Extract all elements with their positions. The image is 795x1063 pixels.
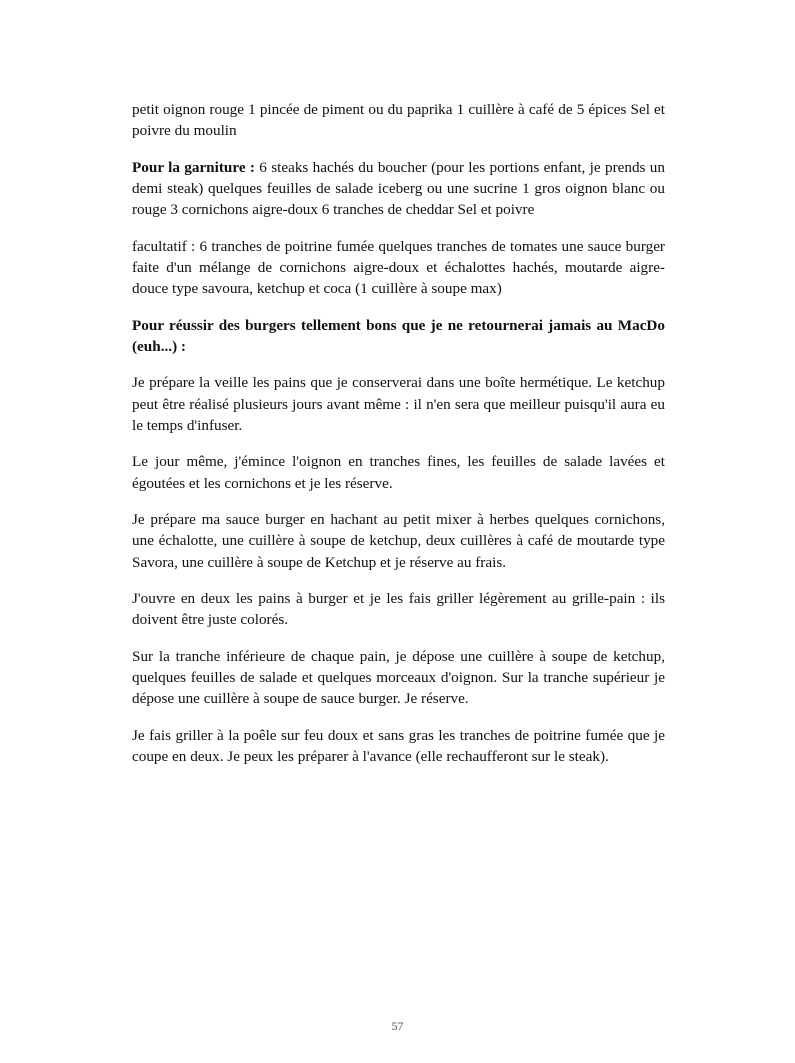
optional-ingredients: facultatif : 6 tranches de poitrine fumée quelques tranches de tomates une sauce burger faite d'un mélange de cornichons aigre-doux et échalottes hachés, moutarde aigre-douce type savoura, ketchup et coca (1 cuillère à soupe max) [132,237,665,298]
garnish-label: Pour la garniture : [132,158,255,176]
page-number: 57 [391,1019,404,1033]
garnish-ingredients [132,157,665,221]
garnish-text: 6 steaks hachés du boucher (pour les portions enfant, je prends un demi steak) quelques feuilles de salade iceberg ou une sucrine 1 gros oignon blanc ou rouge 3 cornichons aigre-doux 6 tranches de cheddar Sel et poivre [132,158,665,219]
ingredients-continued: petit oignon rouge 1 pincée de piment ou du paprika 1 cuillère à café de 5 épices Sel et poivre du moulin [132,101,665,140]
step-bacon: Je fais griller à la poêle sur feu doux et sans gras les tranches de poitrine fumée que je coupe en deux. Je peux les préparer à l'avance (elle rechaufferont sur le steak). [132,726,665,765]
step-burger-sauce: Je prépare ma sauce burger en hachant au petit mixer à herbes quelques cornichons, une échalotte, une cuillère à soupe de ketchup, deux cuillères à café de moutarde type Savora, une cuillère à soupe de Ketchup et je réserve au frais. [132,510,665,571]
step-toast-buns: J'ouvre en deux les pains à burger et je les fais griller légèrement au grille-pain : ils doivent être juste colorés. [132,589,665,629]
page-body [132,99,665,782]
step-buns: Je prépare la veille les pains que je conserverai dans une boîte hermétique. Le ketchup peut être réalisé plusieurs jours avant même : il n'en sera que meilleur puisqu'il aura eu le temps d'infuser. [132,374,665,435]
step-prep-vegetables: Le jour même, j'émince l'oignon en tranches fines, les feuilles de salade lavées et égoutées et les cornichons et je les réserve. [132,453,665,492]
step-assemble: Sur la tranche inférieure de chaque pain, je dépose une cuillère à soupe de ketchup, quelques feuilles de salade et quelques morceaux d'oignon. Sur la tranche supérieur je dépose une cuillère à soupe de sauce burger. Je réserve. [132,647,665,708]
method-heading: Pour réussir des burgers tellement bons que je ne retournerai jamais au MacDo (euh...) : [132,316,665,356]
